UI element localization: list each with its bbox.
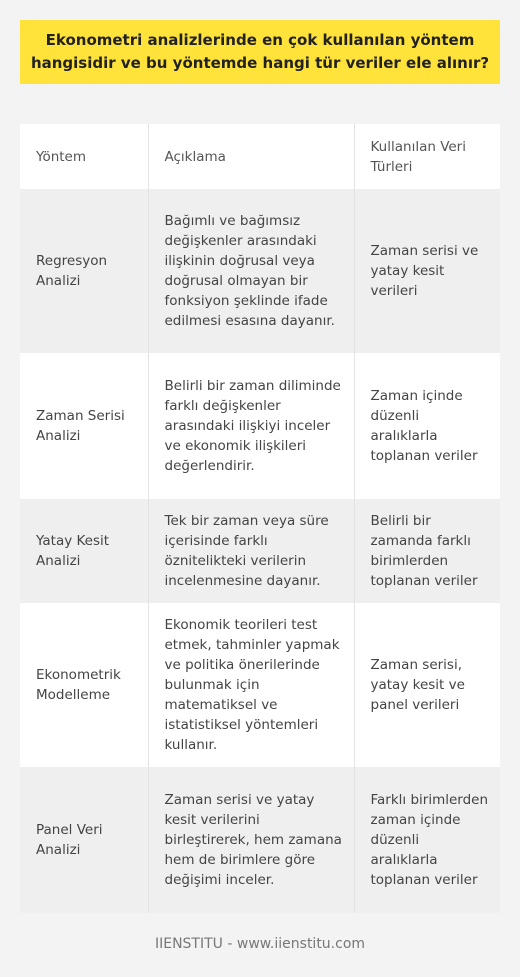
table-row (20, 189, 500, 353)
cell-data-types: Zaman içinde düzenli aralıklarla toplanan veriler (354, 353, 500, 499)
page-title: Ekonometri analizlerinde en çok kullanılan yöntem hangisidir ve bu yöntemde hangi tür veriler ele alınır? (30, 31, 490, 72)
cell-data-types: Farklı birimlerden zaman içinde düzenli aralıklarla toplanan veriler (354, 767, 500, 913)
cell-description: Belirli bir zaman diliminde farklı değişkenler arasındaki ilişkiyi inceler ve ekonomik ilişkileri değerlendirir. (148, 353, 354, 499)
cell-method: Yatay Kesit Analizi (20, 499, 148, 603)
title-banner (20, 20, 500, 84)
header-description: Açıklama (148, 124, 354, 189)
cell-description: Bağımlı ve bağımsız değişkenler arasındaki ilişkinin doğrusal veya doğrusal olmayan bir fonksiyon şeklinde ifade edilmesi esasına dayanır. (148, 189, 354, 353)
table-row (20, 499, 500, 603)
header-method: Yöntem (20, 124, 148, 189)
header-data-types: Kullanılan Veri Türleri (354, 124, 500, 189)
cell-description: Ekonomik teorileri test etmek, tahminler yapmak ve politika önerilerinde bulunmak için matematiksel ve istatistiksel yöntemleri kullanır. (148, 603, 354, 767)
cell-description: Tek bir zaman veya süre içerisinde farklı öznitelikteki verilerin incelenmesine dayanır. (148, 499, 354, 603)
cell-description: Zaman serisi ve yatay kesit verilerini birleştirerek, hem zamana hem de birimlere göre değişimi inceler. (148, 767, 354, 913)
table-row (20, 603, 500, 767)
table-row (20, 767, 500, 913)
table-row (20, 353, 500, 499)
methods-table (20, 124, 500, 913)
cell-method: Ekonometrik Modelleme (20, 603, 148, 767)
footer-credit: IIENSTITU - www.iienstitu.com (154, 936, 366, 952)
cell-method: Regresyon Analizi (20, 189, 148, 353)
cell-data-types: Zaman serisi, yatay kesit ve panel verileri (354, 603, 500, 767)
cell-method: Panel Veri Analizi (20, 767, 148, 913)
cell-method: Zaman Serisi Analizi (20, 353, 148, 499)
table-header-row (20, 124, 500, 189)
cell-data-types: Belirli bir zamanda farklı birimlerden toplanan veriler (354, 499, 500, 603)
cell-data-types: Zaman serisi ve yatay kesit verileri (354, 189, 500, 353)
